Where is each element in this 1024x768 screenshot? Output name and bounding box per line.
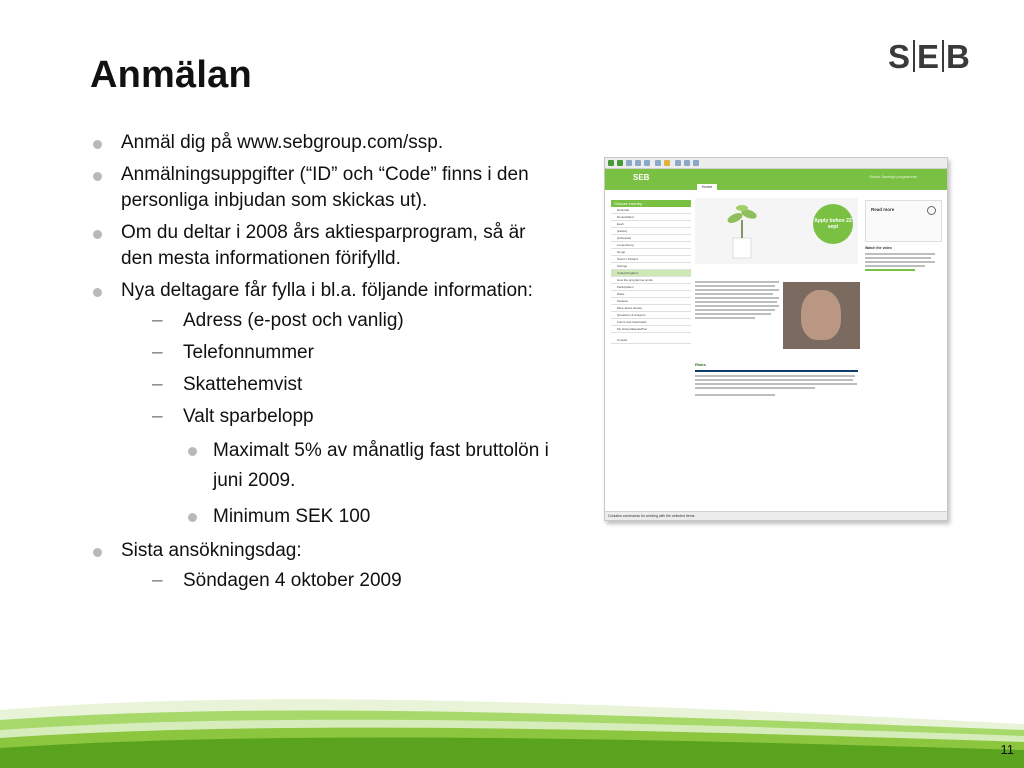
sub-bullet-text: Telefonnummer <box>183 342 314 363</box>
refresh-icon <box>635 160 641 166</box>
read-more-title: Read more <box>871 207 895 212</box>
bullet-item: Anmälningsuppgifter (“ID” och “Code” finns i den personliga inbjudan som skickas ut). <box>90 162 560 214</box>
nav-item: Norge <box>611 249 691 256</box>
home-icon <box>644 160 650 166</box>
home-tab: Home <box>697 184 717 190</box>
sub-bullet: – Skattehemvist <box>152 374 303 395</box>
risks-section <box>695 362 858 398</box>
nav-title: Choose country <box>611 200 691 207</box>
nav-subitem: More about shares <box>611 305 691 312</box>
mail-icon <box>684 160 690 166</box>
website-screenshot <box>604 157 948 521</box>
sub-bullet: – Valt sparbelopp <box>152 406 314 427</box>
nav-item: Deutschland <box>611 214 691 221</box>
nav-item: [Latvia] <box>611 228 691 235</box>
browser-toolbar <box>605 158 947 169</box>
nav-subitem: Questions & Answers <box>611 312 691 319</box>
history-icon <box>675 160 681 166</box>
nav-subitem: Participation <box>611 284 691 291</box>
nav-item: Danmark <box>611 207 691 214</box>
read-more-box <box>865 200 942 242</box>
country-nav <box>611 200 691 344</box>
nav-subitem: How the programme works <box>611 277 691 284</box>
search-icon <box>655 160 661 166</box>
watch-video-heading: Watch the video <box>865 246 892 250</box>
site-header <box>605 169 947 190</box>
footer-swoosh <box>0 690 1024 768</box>
bullet-content <box>90 130 560 600</box>
sub-bullet: – Telefonnummer <box>152 342 314 363</box>
bullet-item: Om du deltar i 2008 års aktiesparprogram, så är den mesta informationen förifylld. <box>90 220 560 272</box>
status-bar: Contains commands for working with the selected items. <box>605 511 948 520</box>
slide-title: Anmälan <box>90 54 252 96</box>
sub-bullet-text: Söndagen 4 oktober 2009 <box>183 570 402 591</box>
nav-subitem: Taxation <box>611 298 691 305</box>
site-tagline: Share Savings programme <box>869 174 917 179</box>
favorites-icon <box>664 160 670 166</box>
nav-item: Suomi / Finland <box>611 256 691 263</box>
stop-icon <box>626 160 632 166</box>
sub-sub-bullet: Maximalt 5% av månatlig fast bruttolön i juni 2009. <box>121 436 560 496</box>
nav-item: Sverige <box>611 263 691 270</box>
bullet-text: Nya deltagare får fylla i bl.a. följande information: <box>121 280 533 301</box>
bullet-text: Sista ansökningsdag: <box>121 540 302 561</box>
sub-bullet: – Adress (e-post och vanlig) <box>152 310 404 331</box>
sub-bullet-text: Valt sparbelopp <box>183 406 314 427</box>
video-panel <box>865 246 940 273</box>
nav-item: Luxembourg <box>611 242 691 249</box>
sub-bullet-text: Adress (e-post och vanlig) <box>183 310 404 331</box>
bullet-item <box>90 278 560 532</box>
nav-subitem: My shares/EquatePlus <box>611 326 691 333</box>
nav-item: Eesti <box>611 221 691 228</box>
seb-logo: S E B <box>888 38 971 75</box>
sub-bullet-text: Skattehemvist <box>183 374 303 395</box>
nav-subitem: Risks <box>611 291 691 298</box>
bullet-item <box>90 538 560 594</box>
apply-badge: Apply before 22 sept <box>813 204 853 244</box>
nav-item-selected: United Kingdom <box>611 270 691 277</box>
portrait-photo <box>783 282 860 349</box>
intro-paragraph <box>695 281 780 321</box>
sub-bullet: – Söndagen 4 oktober 2009 <box>152 570 402 591</box>
info-icon <box>927 206 936 215</box>
sub-sub-bullet: Minimum SEK 100 <box>121 502 560 532</box>
bullet-item: Anmäl dig på www.sebgroup.com/ssp. <box>90 130 560 156</box>
print-icon <box>693 160 699 166</box>
risks-heading: Risks <box>695 362 706 367</box>
site-logo: SEB <box>633 173 650 182</box>
back-icon <box>608 160 614 166</box>
forward-icon <box>617 160 623 166</box>
nav-subitem: Contact <box>611 337 691 344</box>
page-number: 11 <box>1000 742 1014 757</box>
nav-item: [Lithuania] <box>611 235 691 242</box>
nav-subitem: Forms and downloads <box>611 319 691 326</box>
